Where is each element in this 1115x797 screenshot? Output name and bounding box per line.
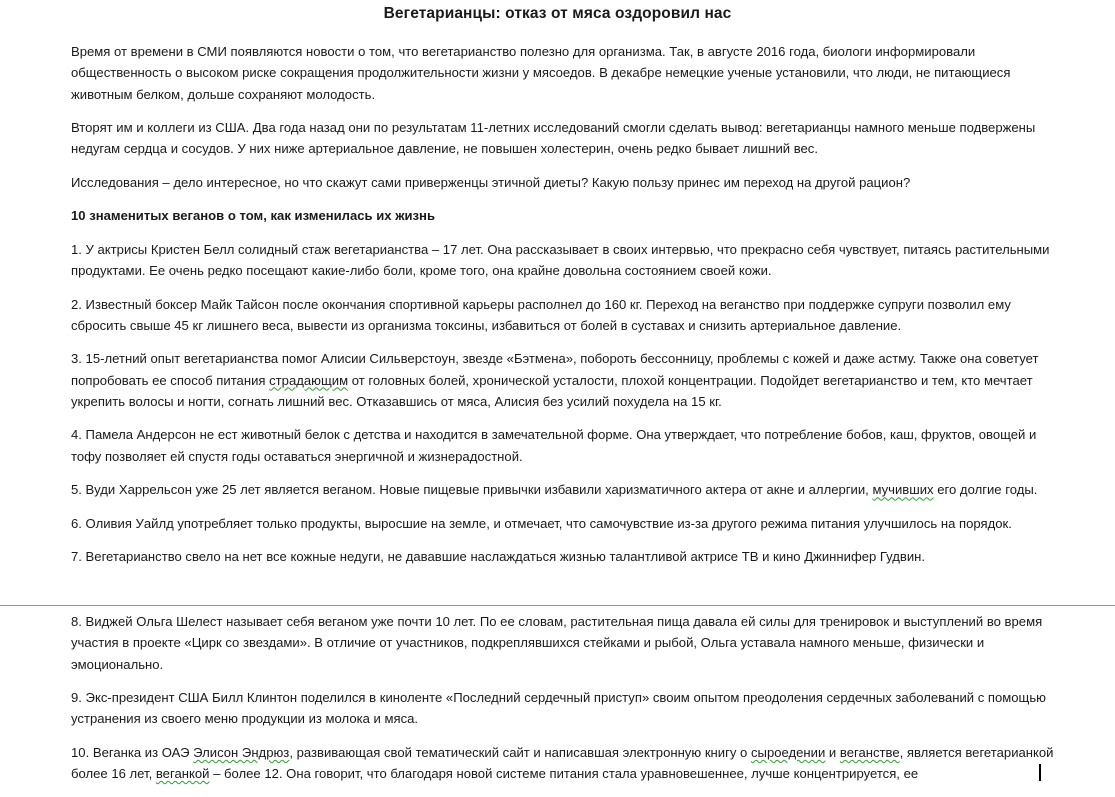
document-body-page-2 [71, 611, 1056, 797]
text-cursor-caret [1039, 764, 1041, 781]
spellcheck-flagged-word[interactable]: веганстве [839, 744, 900, 760]
list-item-7: 7. Вегетарианство свело на нет все кожные недуги, не дававшие наслаждаться жизнью талантливой актрисе ТВ и кино Джиннифер Гудвин. [71, 549, 926, 565]
intro-paragraph-1: Время от времени в СМИ появляются новости о том, что вегетарианство полезно для организма. Так, в августе 2016 года, биологи информировали общественность о высоком риске сокращения продолжительности жизни у мясоедов. В декабре немецкие ученые установили, что люди, не питающиеся животным белком, дольше сохраняют молодость. [71, 44, 1011, 102]
list-item-6: 6. Оливия Уайлд употребляет только продукты, выросшие на земле, и отмечает, что самочувствие из-за другого режима питания улучшилось на порядок. [71, 515, 1012, 531]
list-item-3-text-a: 3. 15-летний опыт вегетарианства помог Алисии Сильверстоун, звезде «Бэтмена», побороть бессонницу, проблемы с кожей и даже астму. Также она советует попробовать ее способ питания [71, 351, 1039, 388]
list-item-10-text-e: и [825, 744, 840, 760]
list-item-5-text-a: 5. Вуди Харрельсон уже 25 лет является веганом. Новые пищевые привычки избавили харизматичного актера от акне и аллергии, [71, 482, 873, 498]
list-item-3 [71, 348, 1056, 412]
list-item-4: 4. Памела Андерсон не ест животный белок с детства и находится в замечательной форме. Она утверждает, что потребление бобов, каш, фруктов, овощей и тофу позволяет ей спустя годы оставаться энергичной и жизнерадостной. [71, 427, 1037, 464]
list-item-10-text-c: , развивающая свой тематический сайт и написавшая электронную книгу о [289, 744, 751, 760]
document-body-page-1 [71, 41, 1056, 580]
list-item-10-text-i: – более 12. Она говорит, что благодаря новой системе питания стала уравновешеннее, лучше концентрируется, ее [209, 766, 919, 782]
section-heading: 10 знаменитых веганов о том, как изменилась их жизнь [71, 208, 436, 224]
list-item-3-text-c: от головных болей, хронической усталости, плохой концентрации. Подойдет вегетарианство и тем, кто мечтает укрепить волосы и ногти, согнать лишний вес. Отказавшись от мяса, Алисия без усилий похудела на 15 кг. [71, 372, 1033, 409]
list-item-10 [71, 742, 1056, 785]
intro-paragraph-2: Вторят им и коллеги из США. Два года назад они по результатам 11-летних исследований смогли сделать вывод: вегетарианцы намного меньше подвержены недугам сердца и сосудов. У них ниже артериальное давление, не повышен холестерин, очень редко бывает лишний вес. [71, 120, 1036, 157]
list-item-2: 2. Известный боксер Майк Тайсон после окончания спортивной карьеры располнел до 160 кг. Переход на веганство при поддержке супруги позволил ему сбросить свыше 45 кг лишнего веса, вывести из организма токсины, избавиться от болей в суставах и снизить артериальное давление. [71, 296, 1011, 333]
spellcheck-flagged-word[interactable]: мучивших [872, 482, 934, 498]
list-item-5-text-c: его долгие годы. [933, 482, 1038, 498]
list-item-5 [71, 479, 1056, 500]
intro-paragraph-3: Исследования – дело интересное, но что скажут сами приверженцы этичной диеты? Какую пользу принес им переход на другой рацион? [71, 174, 911, 190]
spellcheck-flagged-word[interactable]: Элисон Эндрюз [193, 744, 290, 760]
list-item-10-text-a: 10. Веганка из ОАЭ [71, 744, 194, 760]
list-item-8: 8. Виджей Ольга Шелест называет себя веганом уже почти 10 лет. По ее словам, растительная пища давала ей силы для тренировок и выступлений во время участия в проекте «Цирк со звездами». В отличие от участников, подкреплявшихся стейками и рыбой, Ольга уставала намного меньше, физически и эмоционально. [71, 614, 1043, 672]
spellcheck-flagged-word[interactable]: страдающим [269, 372, 349, 388]
list-item-9: 9. Экс-президент США Билл Клинтон поделился в киноленте «Последний сердечный приступ» своим опытом преодоления сердечных заболеваний с помощью устранения из своего меню продукции из молока и мяса. [71, 690, 1046, 727]
list-item-1: 1. У актрисы Кристен Белл солидный стаж вегетарианства – 17 лет. Она рассказывает в своих интервью, что прекрасно себя чувствует, питаясь растительными продуктами. Ее очень редко посещают какие-либо боли, кроме того, она крайне довольна состоянием своей кожи. [71, 241, 1050, 279]
page-break-divider [0, 605, 1115, 606]
spellcheck-flagged-word[interactable]: сыроедении [750, 744, 826, 760]
spellcheck-flagged-word[interactable]: веганкой [155, 766, 210, 782]
list-item-10-text-g: , является вегетарианкой более 16 лет, [71, 744, 1054, 782]
document-title: Вегетарианцы: отказ от мяса оздоровил нас [383, 5, 732, 22]
